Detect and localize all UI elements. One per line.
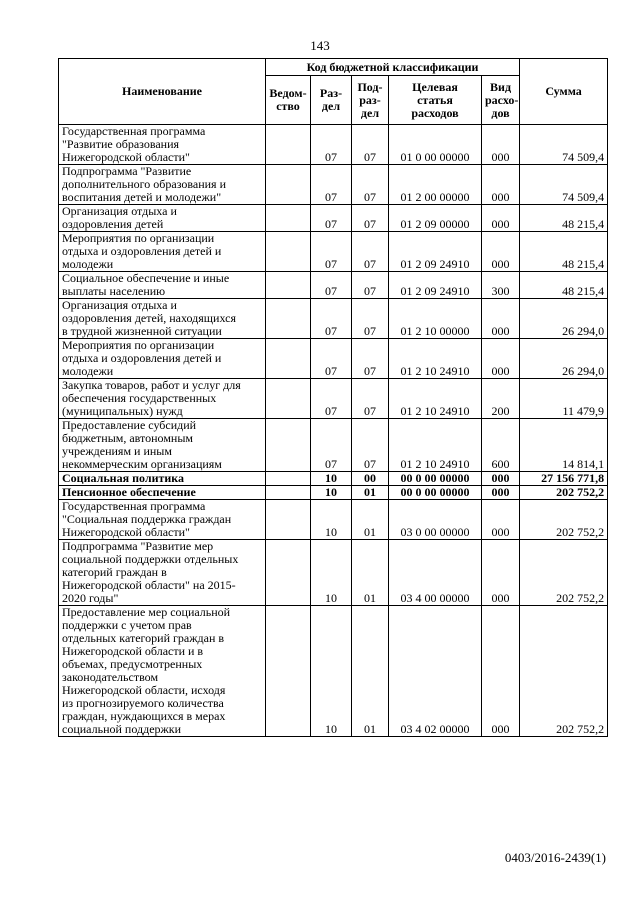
row-vedomstvo bbox=[266, 419, 311, 472]
row-name-line: граждан, нуждающихся в мерах bbox=[62, 709, 226, 723]
row-name-line: бюджетным, автономным bbox=[62, 431, 193, 445]
row-podrazdel: 01 bbox=[352, 540, 389, 606]
row-vedomstvo bbox=[266, 232, 311, 272]
row-name-line: Социальное обеспечение и иные bbox=[62, 271, 230, 285]
row-sum: 26 294,0 bbox=[520, 299, 608, 339]
row-name-line: законодательством bbox=[62, 670, 159, 684]
table-row bbox=[59, 339, 608, 379]
table-row bbox=[59, 232, 608, 272]
row-target: 01 2 09 24910 bbox=[389, 232, 482, 272]
row-name-line: Организация отдыха и bbox=[62, 204, 177, 218]
row-sum: 202 752,2 bbox=[520, 606, 608, 737]
row-target: 03 4 00 00000 bbox=[389, 540, 482, 606]
row-name-line: категорий граждан в bbox=[62, 565, 167, 579]
row-name-line: отдыха и оздоровления детей и bbox=[62, 351, 222, 365]
row-name-line: Подпрограмма "Развитие bbox=[62, 164, 192, 178]
row-name bbox=[59, 472, 266, 486]
row-vedomstvo bbox=[266, 299, 311, 339]
row-name-line: (муниципальных) нужд bbox=[62, 404, 183, 418]
row-target: 00 0 00 00000 bbox=[389, 472, 482, 486]
row-razdel: 10 bbox=[311, 472, 352, 486]
row-target: 01 2 10 24910 bbox=[389, 339, 482, 379]
row-name-line: дополнительного образования и bbox=[62, 177, 226, 191]
row-podrazdel: 07 bbox=[352, 419, 389, 472]
row-sum: 11 479,9 bbox=[520, 379, 608, 419]
row-podrazdel: 07 bbox=[352, 232, 389, 272]
row-name-line: Мероприятия по организации bbox=[62, 338, 215, 352]
row-name-line: Социальная политика bbox=[62, 471, 185, 485]
row-name bbox=[59, 165, 266, 205]
row-sum: 202 752,2 bbox=[520, 500, 608, 540]
row-vedomstvo bbox=[266, 379, 311, 419]
header-razdel: Раз- дел bbox=[311, 76, 352, 125]
table-row bbox=[59, 272, 608, 299]
row-name-line: Подпрограмма "Развитие мер bbox=[62, 539, 214, 553]
header-vid: Вид расхо- дов bbox=[482, 76, 520, 125]
table-body bbox=[59, 125, 608, 737]
row-razdel: 10 bbox=[311, 500, 352, 540]
row-target: 03 0 00 00000 bbox=[389, 500, 482, 540]
row-vid: 300 bbox=[482, 272, 520, 299]
row-sum: 14 814,1 bbox=[520, 419, 608, 472]
row-name-line: выплаты населению bbox=[62, 284, 166, 298]
row-target: 03 4 02 00000 bbox=[389, 606, 482, 737]
row-vedomstvo bbox=[266, 205, 311, 232]
row-sum: 48 215,4 bbox=[520, 232, 608, 272]
row-name-line: Государственная программа bbox=[62, 124, 206, 138]
table-row bbox=[59, 472, 608, 486]
row-razdel: 07 bbox=[311, 272, 352, 299]
table-row bbox=[59, 165, 608, 205]
row-razdel: 07 bbox=[311, 232, 352, 272]
row-name-line: Нижегородской области" bbox=[62, 150, 190, 164]
budget-table bbox=[58, 58, 608, 737]
row-name bbox=[59, 232, 266, 272]
row-vedomstvo bbox=[266, 606, 311, 737]
row-podrazdel: 07 bbox=[352, 379, 389, 419]
row-vedomstvo bbox=[266, 486, 311, 500]
row-name bbox=[59, 486, 266, 500]
row-vid: 200 bbox=[482, 379, 520, 419]
row-name-line: социальной поддержки bbox=[62, 722, 182, 736]
row-razdel: 07 bbox=[311, 379, 352, 419]
row-vid: 000 bbox=[482, 165, 520, 205]
row-vedomstvo bbox=[266, 272, 311, 299]
header-sum: Сумма bbox=[520, 59, 608, 125]
row-razdel: 07 bbox=[311, 205, 352, 232]
header-podrazdel: Под- раз- дел bbox=[352, 76, 389, 125]
row-podrazdel: 01 bbox=[352, 500, 389, 540]
table-row bbox=[59, 419, 608, 472]
row-podrazdel: 01 bbox=[352, 606, 389, 737]
row-name-line: Пенсионное обеспечение bbox=[62, 485, 196, 499]
row-vid: 000 bbox=[482, 339, 520, 379]
row-sum: 74 509,4 bbox=[520, 165, 608, 205]
row-name-line: Предоставление субсидий bbox=[62, 418, 197, 432]
row-name-line: Мероприятия по организации bbox=[62, 231, 215, 245]
row-vid: 000 bbox=[482, 500, 520, 540]
row-vid: 600 bbox=[482, 419, 520, 472]
row-razdel: 07 bbox=[311, 299, 352, 339]
row-name bbox=[59, 299, 266, 339]
row-vid: 000 bbox=[482, 472, 520, 486]
row-name-line: отдельных категорий граждан в bbox=[62, 631, 225, 645]
row-name bbox=[59, 272, 266, 299]
row-name bbox=[59, 125, 266, 165]
row-razdel: 07 bbox=[311, 419, 352, 472]
row-name-line: в трудной жизненной ситуации bbox=[62, 324, 222, 338]
row-target: 01 2 00 00000 bbox=[389, 165, 482, 205]
row-vid: 000 bbox=[482, 205, 520, 232]
row-name-line: Предоставление мер социальной bbox=[62, 605, 231, 619]
row-target: 00 0 00 00000 bbox=[389, 486, 482, 500]
row-podrazdel: 07 bbox=[352, 125, 389, 165]
row-razdel: 07 bbox=[311, 165, 352, 205]
page-number: 143 bbox=[310, 38, 330, 53]
row-vid: 000 bbox=[482, 540, 520, 606]
table-row bbox=[59, 379, 608, 419]
row-name bbox=[59, 606, 266, 737]
row-vedomstvo bbox=[266, 125, 311, 165]
row-vid: 000 bbox=[482, 232, 520, 272]
row-name-line: учреждениям и иным bbox=[62, 444, 172, 458]
row-name bbox=[59, 419, 266, 472]
row-name-line: "Развитие образования bbox=[62, 137, 180, 151]
row-razdel: 10 bbox=[311, 606, 352, 737]
row-name-line: некоммерческим организациям bbox=[62, 457, 222, 471]
row-vedomstvo bbox=[266, 500, 311, 540]
table-row bbox=[59, 486, 608, 500]
table-row bbox=[59, 299, 608, 339]
row-name-line: молодежи bbox=[62, 364, 114, 378]
row-sum: 202 752,2 bbox=[520, 540, 608, 606]
row-name bbox=[59, 339, 266, 379]
row-name bbox=[59, 500, 266, 540]
row-podrazdel: 00 bbox=[352, 472, 389, 486]
header-target: Целевая статья расходов bbox=[389, 76, 482, 125]
row-name-line: Государственная программа bbox=[62, 499, 206, 513]
table-row bbox=[59, 500, 608, 540]
row-name-line: Нижегородской области и в bbox=[62, 644, 204, 658]
row-name bbox=[59, 379, 266, 419]
header-code-group: Код бюджетной классификации bbox=[266, 59, 520, 76]
row-name-line: Нижегородской области" на 2015- bbox=[62, 578, 236, 592]
row-target: 01 2 10 00000 bbox=[389, 299, 482, 339]
row-name-line: социальной поддержки отдельных bbox=[62, 552, 239, 566]
row-razdel: 07 bbox=[311, 125, 352, 165]
row-sum: 27 156 771,8 bbox=[520, 472, 608, 486]
row-name-line: Закупка товаров, работ и услуг для bbox=[62, 378, 241, 392]
row-sum: 26 294,0 bbox=[520, 339, 608, 379]
row-vid: 000 bbox=[482, 606, 520, 737]
row-podrazdel: 01 bbox=[352, 486, 389, 500]
row-podrazdel: 07 bbox=[352, 299, 389, 339]
row-name-line: отдыха и оздоровления детей и bbox=[62, 244, 222, 258]
row-target: 01 2 10 24910 bbox=[389, 379, 482, 419]
row-name-line: поддержки с учетом прав bbox=[62, 618, 192, 632]
table-row bbox=[59, 540, 608, 606]
row-target: 01 2 10 24910 bbox=[389, 419, 482, 472]
row-vid: 000 bbox=[482, 486, 520, 500]
row-razdel: 10 bbox=[311, 486, 352, 500]
row-vid: 000 bbox=[482, 299, 520, 339]
row-name bbox=[59, 540, 266, 606]
row-name-line: воспитания детей и молодежи" bbox=[62, 190, 222, 204]
row-podrazdel: 07 bbox=[352, 165, 389, 205]
row-podrazdel: 07 bbox=[352, 272, 389, 299]
row-razdel: 10 bbox=[311, 540, 352, 606]
row-target: 01 2 09 00000 bbox=[389, 205, 482, 232]
row-name-line: Нижегородской области" bbox=[62, 525, 190, 539]
row-name-line: обеспечения государственных bbox=[62, 391, 217, 405]
row-podrazdel: 07 bbox=[352, 339, 389, 379]
row-vedomstvo bbox=[266, 165, 311, 205]
row-name-line: 2020 годы" bbox=[62, 591, 119, 605]
row-name-line: оздоровления детей, находящихся bbox=[62, 311, 236, 325]
row-sum: 48 215,4 bbox=[520, 205, 608, 232]
row-podrazdel: 07 bbox=[352, 205, 389, 232]
document-code: 0403/2016-2439(1) bbox=[504, 850, 606, 865]
row-name-line: из прогнозируемого количества bbox=[62, 696, 224, 710]
row-sum: 74 509,4 bbox=[520, 125, 608, 165]
row-name-line: Организация отдыха и bbox=[62, 298, 177, 312]
row-name-line: Нижегородской области, исходя bbox=[62, 683, 226, 697]
row-vedomstvo bbox=[266, 540, 311, 606]
row-target: 01 2 09 24910 bbox=[389, 272, 482, 299]
row-target: 01 0 00 00000 bbox=[389, 125, 482, 165]
table-row bbox=[59, 606, 608, 737]
row-name-line: объемах, предусмотренных bbox=[62, 657, 203, 671]
row-vid: 000 bbox=[482, 125, 520, 165]
row-name-line: оздоровления детей bbox=[62, 217, 164, 231]
header-vedomstvo: Ведом- ство bbox=[266, 76, 311, 125]
row-vedomstvo bbox=[266, 472, 311, 486]
row-sum: 48 215,4 bbox=[520, 272, 608, 299]
row-vedomstvo bbox=[266, 339, 311, 379]
row-razdel: 07 bbox=[311, 339, 352, 379]
header-name: Наименование bbox=[59, 59, 266, 125]
row-name bbox=[59, 205, 266, 232]
table-row bbox=[59, 205, 608, 232]
row-name-line: молодежи bbox=[62, 257, 114, 271]
table-row bbox=[59, 125, 608, 165]
row-sum: 202 752,2 bbox=[520, 486, 608, 500]
row-name-line: "Социальная поддержка граждан bbox=[62, 512, 232, 526]
